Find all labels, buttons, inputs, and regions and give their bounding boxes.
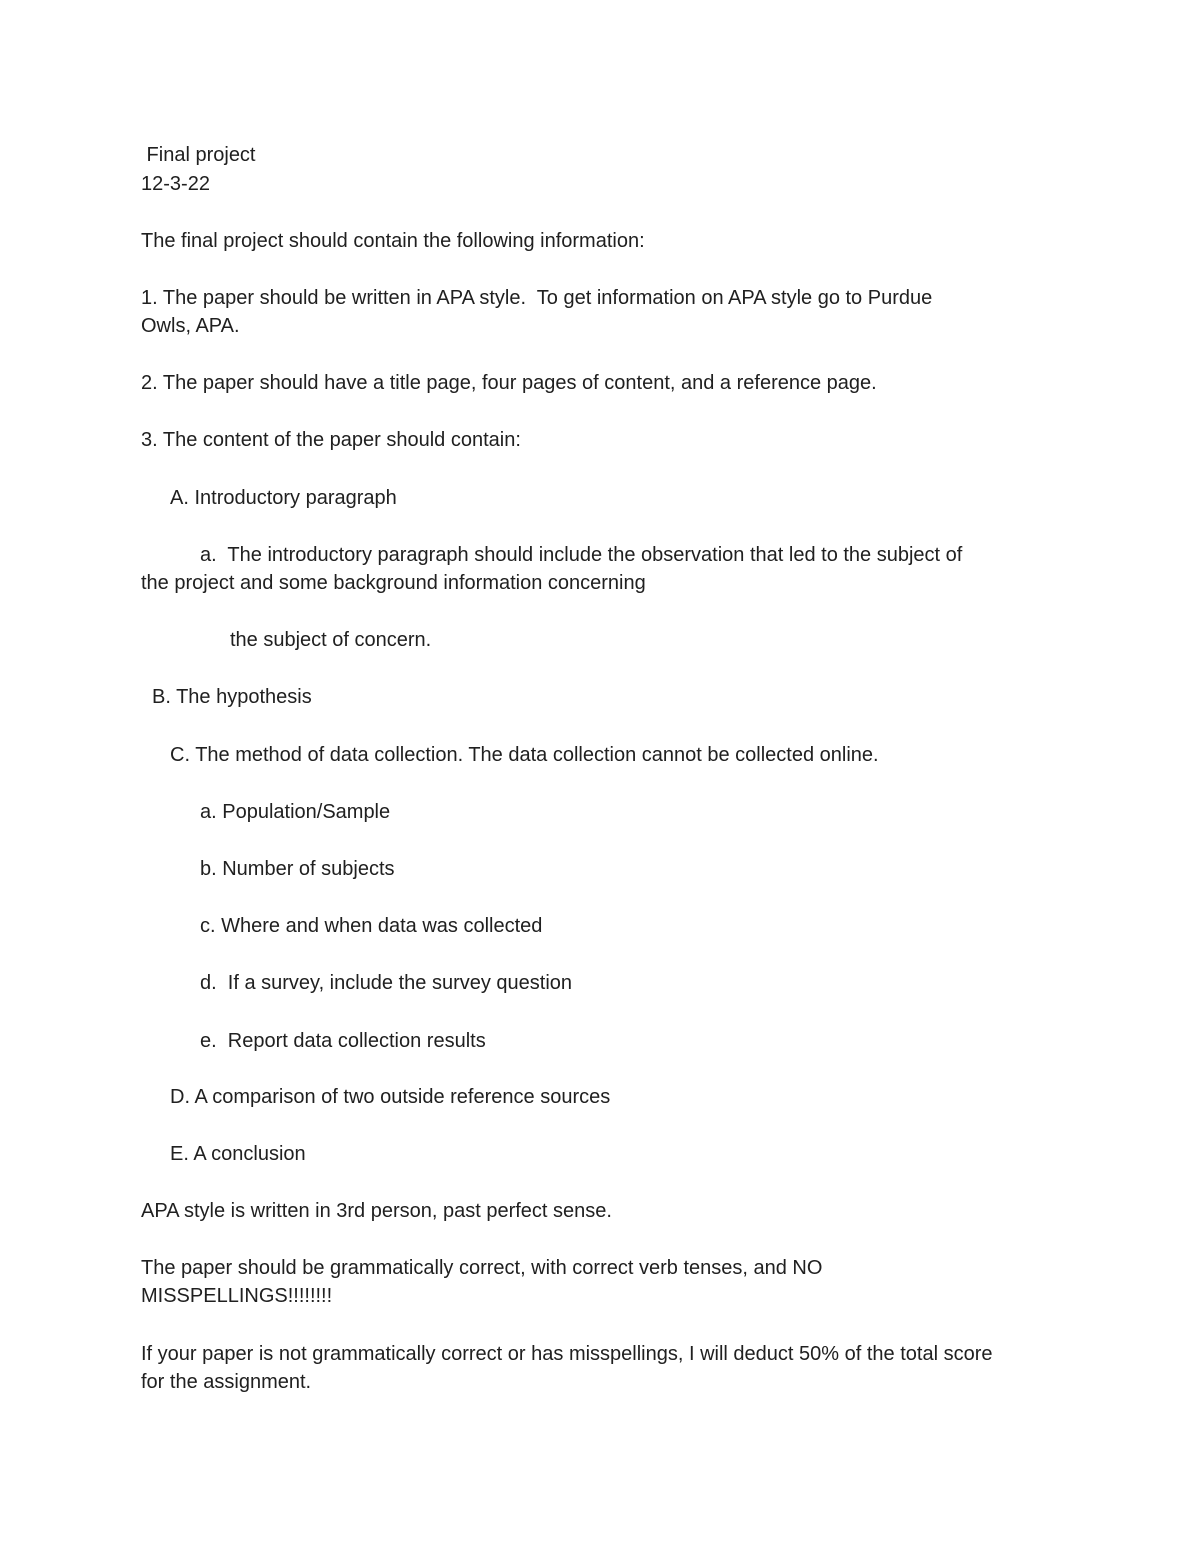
section-a-subitem-line-1: a. The introductory paragraph should include the observation that led to the subject of bbox=[200, 544, 963, 566]
item-3: 3. The content of the paper should contain: bbox=[141, 429, 521, 451]
section-c-subitem-b: b. Number of subjects bbox=[200, 858, 395, 880]
document-date: 12-3-22 bbox=[141, 173, 210, 195]
item-1-line-2: Owls, APA. bbox=[141, 315, 240, 337]
section-a-heading: A. Introductory paragraph bbox=[170, 487, 397, 509]
section-c-heading: C. The method of data collection. The data collection cannot be collected online. bbox=[170, 744, 879, 766]
section-c-subitem-a: a. Population/Sample bbox=[200, 801, 391, 823]
section-c-subitem-c: c. Where and when data was collected bbox=[200, 915, 543, 937]
section-e-heading: E. A conclusion bbox=[170, 1143, 306, 1165]
section-a-subitem-line-3: the subject of concern. bbox=[230, 629, 432, 651]
grammar-line-1: The paper should be grammatically correct, with correct verb tenses, and NO bbox=[141, 1257, 823, 1279]
apa-note: APA style is written in 3rd person, past perfect sense. bbox=[141, 1200, 612, 1222]
item-2: 2. The paper should have a title page, four pages of content, and a reference page. bbox=[141, 372, 877, 394]
grammar-line-2: MISSPELLINGS!!!!!!!! bbox=[141, 1285, 333, 1307]
section-c-subitem-d: d. If a survey, include the survey question bbox=[200, 972, 573, 994]
intro-text: The final project should contain the following information: bbox=[141, 230, 645, 252]
section-b-heading: B. The hypothesis bbox=[152, 686, 312, 708]
deduct-line-1: If your paper is not grammatically correct or has misspellings, I will deduct 50% of the total score bbox=[141, 1343, 993, 1365]
item-1-line-1: 1. The paper should be written in APA style. To get information on APA style go to Purdue bbox=[141, 287, 933, 309]
section-c-subitem-e: e. Report data collection results bbox=[200, 1030, 486, 1052]
section-a-subitem-line-2: the project and some background information concerning bbox=[141, 572, 646, 594]
document-title: Final project bbox=[141, 144, 256, 166]
section-d-heading: D. A comparison of two outside reference sources bbox=[170, 1086, 611, 1108]
deduct-line-2: for the assignment. bbox=[141, 1371, 312, 1393]
